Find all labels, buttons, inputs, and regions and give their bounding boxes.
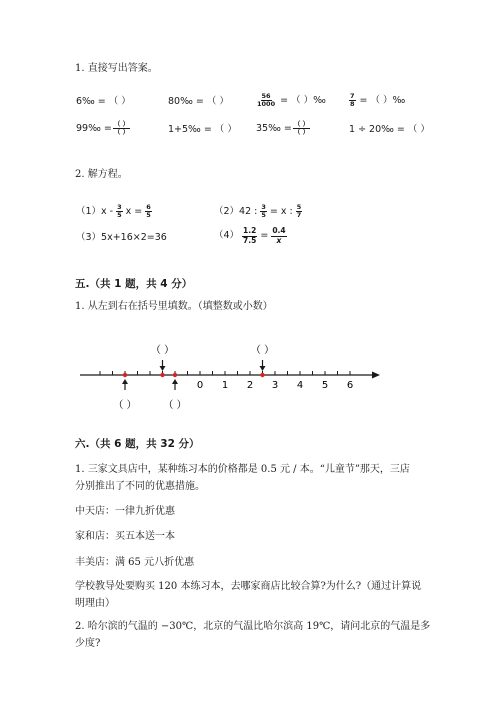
bottom-blank-2: （ ） [163, 400, 187, 411]
q1-item-b: 80‰ = （ ） [168, 96, 229, 107]
q2-title: 2. 解方程。 [75, 169, 128, 180]
blank-fraction: $\frac{( )}{( )}$ [113, 120, 130, 136]
equation-3: （3）5x+16×2=36 [76, 232, 167, 243]
q1-item-g: 35‰ = $\frac{( )}{( )}$ [256, 120, 310, 136]
q1-title: 1. 直接写出答案。 [75, 63, 158, 74]
tick-label-3: 3 [271, 380, 279, 391]
section-5-heading: 五.（共 1 题，共 4 分） [75, 278, 193, 290]
red-point-3 [173, 373, 177, 377]
q1-item-e: 99‰ = $\frac{( )}{( )}$ [76, 120, 130, 136]
section-6-q2-line1: 2. 哈尔滨的气温的 −30℃，北京的气温比哈尔滨高 19℃，请问北京的气温是多 [75, 621, 431, 632]
equation-4: （4） $\frac{1.2}{7.5}$ = $\frac{0.4}{x}$ [214, 226, 286, 245]
red-point-2 [160, 373, 164, 377]
section-6-q1-line1: 1. 三家文具店中，某种练习本的价格都是 0.5 元 / 本。“儿童节”那天，三店 [75, 464, 410, 475]
blank-fraction: $\frac{( )}{( )}$ [293, 120, 310, 136]
arrow-head-icon [372, 372, 380, 379]
tick-marks [100, 371, 350, 375]
red-point-4 [260, 373, 264, 377]
down-arrow-icon [260, 360, 266, 371]
up-arrow-icon [172, 379, 178, 390]
tick-label-4: 4 [296, 380, 304, 391]
fraction: $\frac{1.2}{7.5}$ [243, 226, 257, 245]
equation-1: （1）x - $\frac{3}{5}$ x = $\frac{6}{5}$ [76, 203, 151, 219]
section-5-q1: 1. 从左到右在括号里填数。（填整数或小数） [75, 301, 273, 312]
q1-item-c: $\frac{56}{1000}$ = （ ）‰ [257, 92, 326, 108]
q1-item-d: $\frac{7}{8}$ = （ ）‰ [350, 92, 406, 108]
top-blank-2: （ ） [250, 345, 275, 356]
store-zhongtian: 中天店：一律九折优惠 [75, 506, 175, 517]
store-jiahe: 家和店：买五本送一本 [75, 531, 175, 542]
top-blank-1: （ ） [150, 345, 175, 356]
tick-label-1: 1 [221, 380, 229, 391]
fraction: $\frac{7}{8}$ [350, 92, 355, 108]
fraction: $\frac{5}{7}$ [296, 203, 302, 219]
tick-label-6: 6 [346, 380, 354, 391]
section-6-heading: 六.（共 6 题，共 32 分） [75, 438, 200, 450]
fraction: $\frac{6}{5}$ [146, 203, 151, 219]
tick-label-2: 2 [246, 380, 254, 391]
section-6-q2-line2: 少度? [75, 638, 101, 649]
down-arrow-icon [160, 360, 166, 371]
red-point-1 [123, 373, 127, 377]
section-6-q1-ask-line1: 学校教导处要购买 120 本练习本，去哪家商店比较合算?为什么?（通过计算说 [75, 581, 422, 592]
fraction: $\frac{56}{1000}$ [257, 92, 276, 108]
number-line [78, 338, 383, 418]
equation-2: （2）42 : $\frac{3}{5}$ = x : $\frac{5}{7}$ [214, 203, 302, 219]
up-arrow-icon [122, 379, 128, 390]
tick-label-0: 0 [196, 380, 204, 391]
fraction: $\frac{3}{5}$ [261, 203, 266, 219]
section-6-q1-ask-line2: 明理由） [75, 598, 115, 609]
tick-label-5: 5 [321, 380, 329, 391]
q1-item-f: 1+5‰ = （ ） [168, 124, 237, 135]
q1-item-h: 1 ÷ 20‰ = （ ） [349, 124, 430, 135]
bottom-blank-1: （ ） [113, 400, 137, 411]
q1-item-a: 6‰ = （ ） [76, 96, 131, 107]
fraction: $\frac{3}{5}$ [117, 203, 122, 219]
fraction: $\frac{0.4}{x}$ [272, 226, 286, 245]
store-fengmei: 丰美店：满 65 元八折优惠 [75, 557, 195, 568]
section-6-q1-line2: 分别推出了不同的优惠措施。 [75, 481, 205, 492]
